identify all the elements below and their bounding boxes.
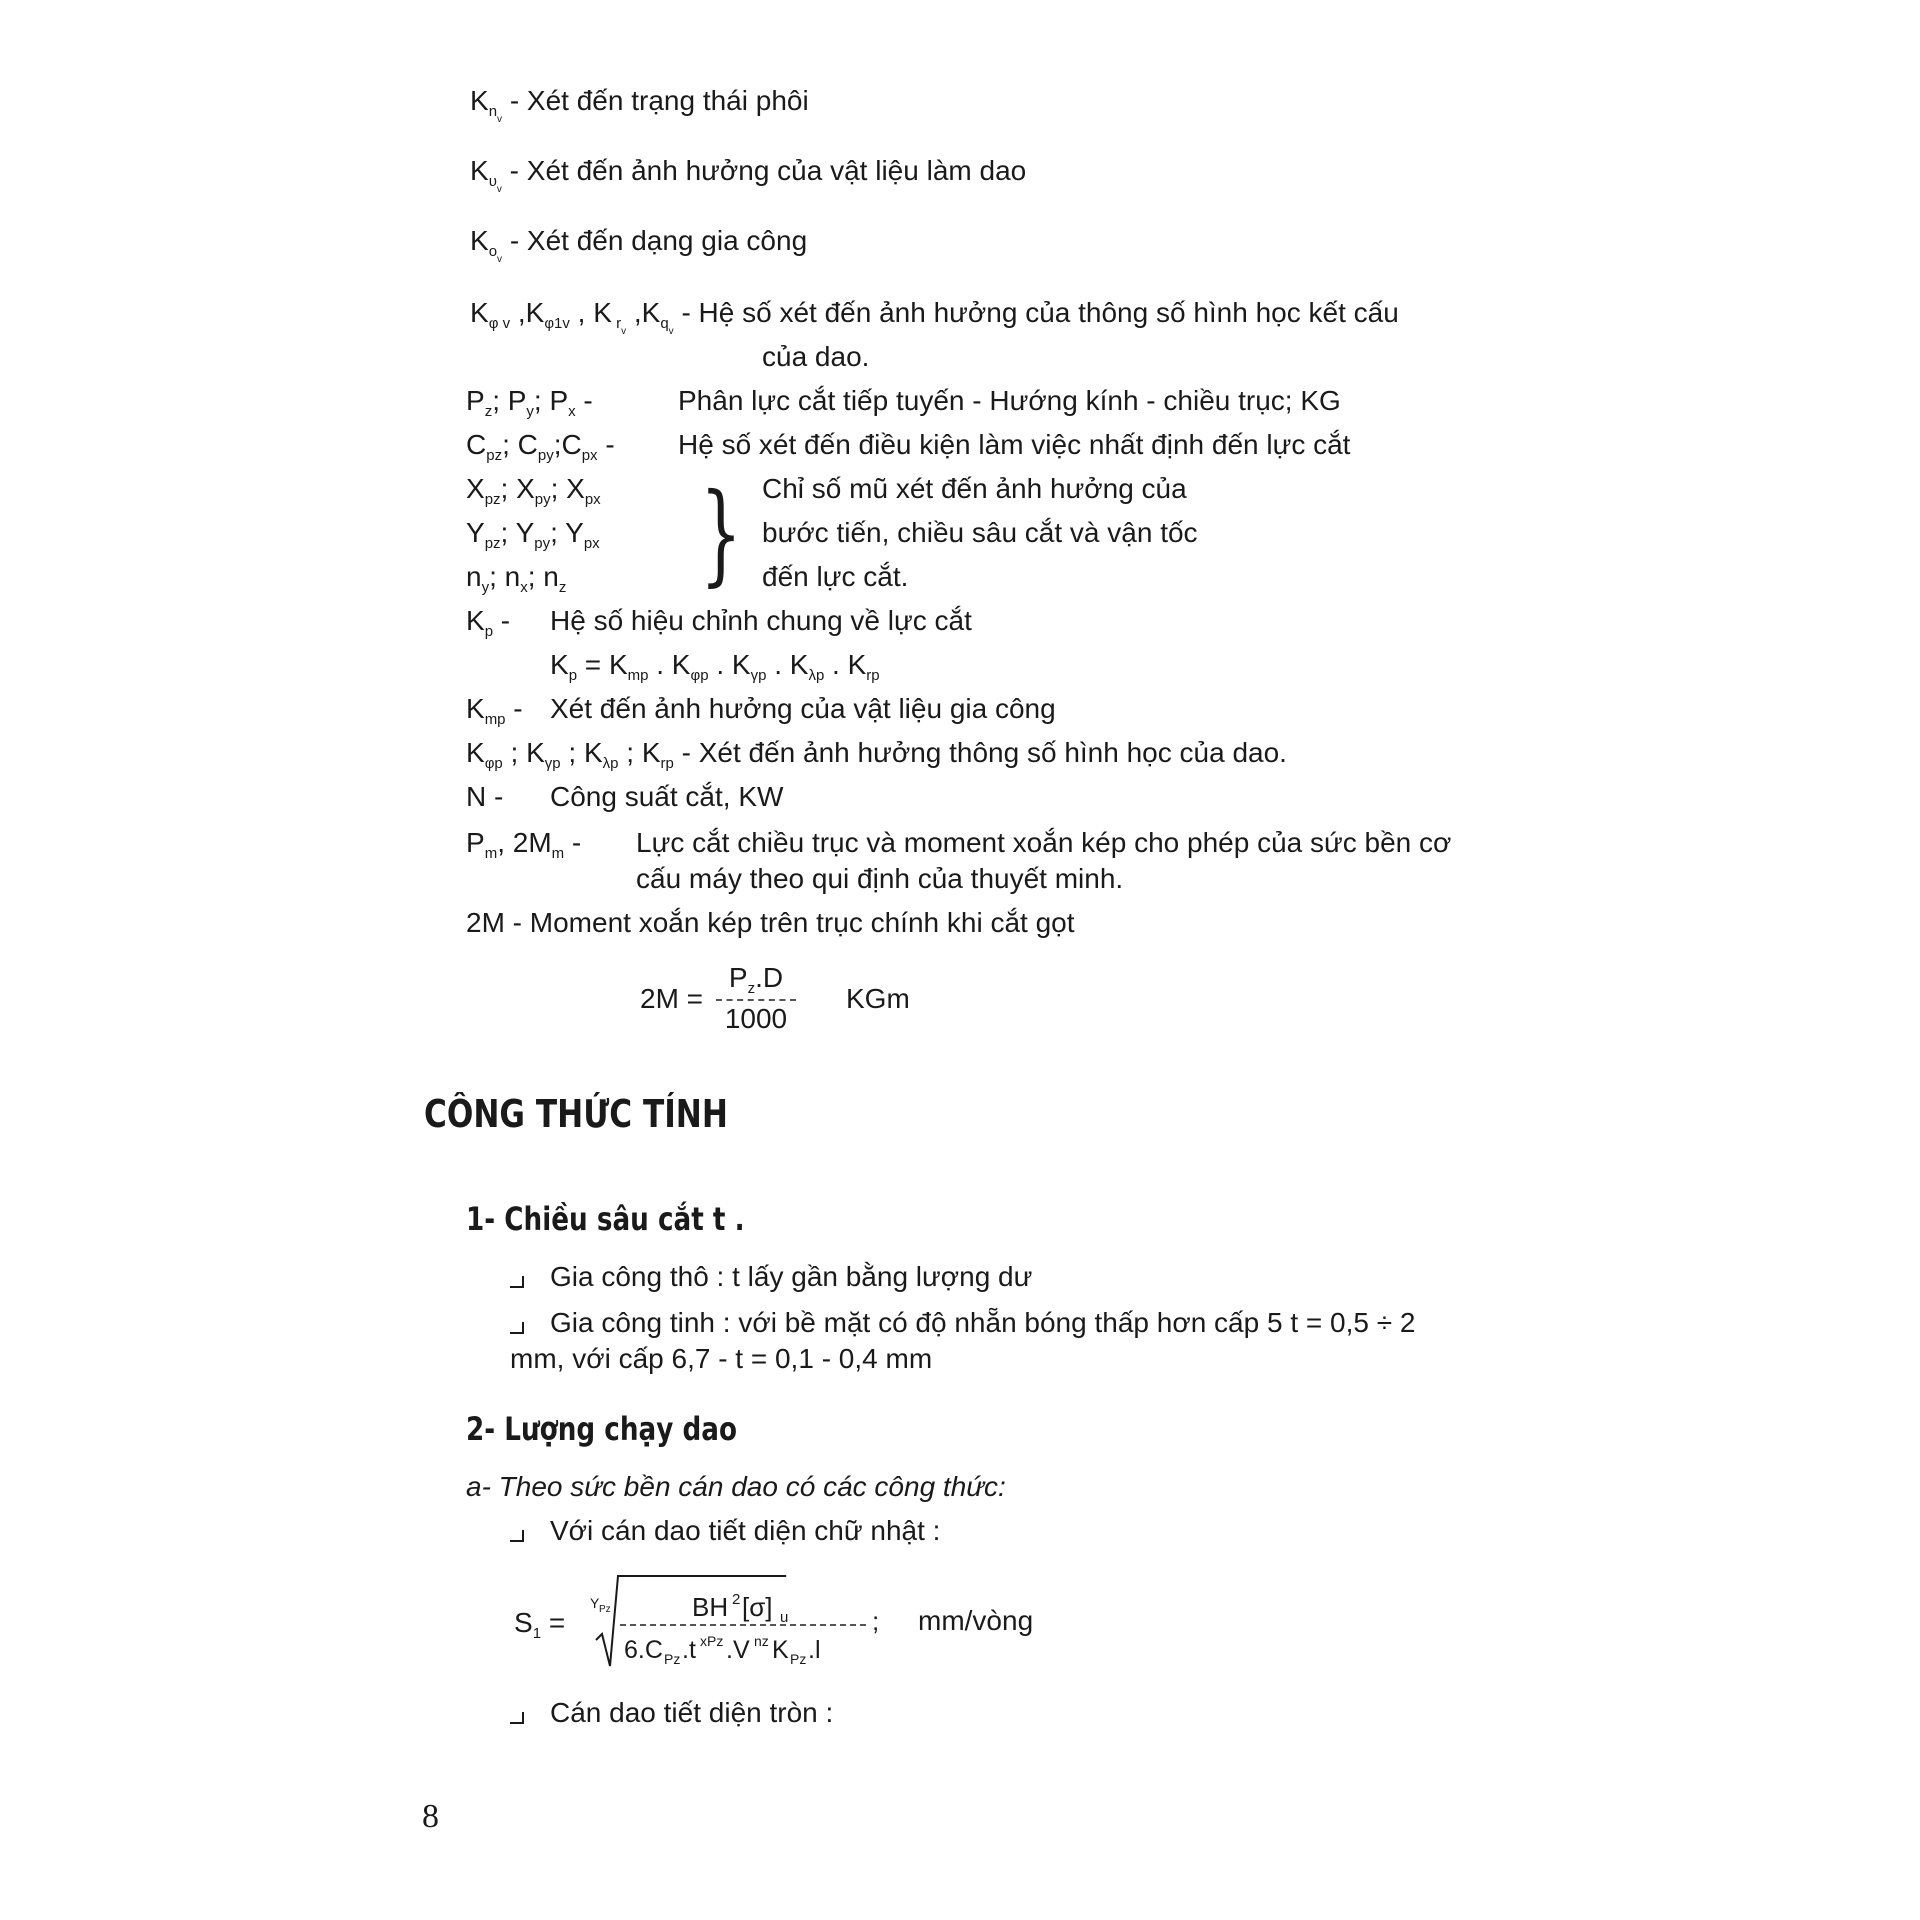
def-kgp: $K_{\varphi p}$ ; $K_{\gamma p}$ ; $K_{\lambda p}$ ; $K_{rp}$ - Xét đến ảnh hưởng thông số hình học của dao. [466, 737, 1287, 772]
bullet-icon [510, 1276, 524, 1288]
def-p-text: Phân lực cắt tiếp tuyến - Hướng kính - chiều trục; KG [678, 385, 1341, 416]
sec2-title: 2- Lượng chạy dao [466, 1410, 738, 1448]
bullet-icon [510, 1322, 524, 1334]
def-kp-text: Hệ số hiệu chỉnh chung về lực cắt [550, 605, 972, 636]
def-2m-text: 2M - Moment xoắn kép trên trục chính khi cắt gọt [466, 907, 1075, 938]
def-kgeo-text-1: - Hệ số xét đến ảnh hưởng của thông số hình học kết cấu [681, 297, 1399, 328]
svg-text:K: K [772, 1636, 789, 1664]
formula-s1-unit: mm/vòng [918, 1605, 1034, 1636]
def-n-symbols: $n_y$; $n_x$; $n_z$ [466, 561, 567, 596]
svg-text:xPz: xPz [700, 1633, 724, 1649]
def-p-symbols: $P_z$; $P_y$; $P_x$ - [466, 385, 593, 420]
def-pm-symbol: $P_m$, $2M_m$ - [466, 827, 582, 862]
def-ku-text: - Xét đến ảnh hưởng của vật liệu làm dao [509, 155, 1027, 186]
formula-s1-lhs: $S_1$ = [514, 1607, 566, 1642]
formula-2m-unit: KGm [846, 983, 910, 1014]
svg-text:.t: .t [682, 1636, 696, 1664]
sec2-sub-a: a- Theo sức bền cán dao có các công thức: [466, 1471, 1006, 1502]
def-c-symbols: $C_{pz}$; $C_{py};C_{px}$ - [466, 429, 615, 464]
sec1-title: 1- Chiều sâu cắt t . [466, 1200, 745, 1238]
svg-text:.V: .V [726, 1636, 750, 1664]
def-exp-text-1: Chỉ số mũ xét đến ảnh hưởng của [762, 473, 1187, 504]
formula-2m-denominator: 1000 [724, 1003, 788, 1034]
svg-text:2: 2 [732, 1591, 741, 1608]
sec2-item1: Với cán dao tiết diện chữ nhật : [510, 1514, 940, 1548]
svg-text:.l: .l [808, 1636, 821, 1664]
def-kn: $K_{n_v}$ - Xét đến trạng thái phôi [470, 85, 809, 125]
svg-text:;: ; [872, 1606, 880, 1636]
def-kmp-symbol: $K_{mp}$ - [466, 693, 523, 728]
bullet-icon [510, 1712, 524, 1724]
section-title: CÔNG THỨC TÍNH [424, 1092, 728, 1136]
svg-text:u: u [780, 1609, 789, 1626]
formula-s1-radical [590, 1570, 890, 1670]
def-exp-text-3: đến lực cắt. [762, 561, 909, 592]
def-kgeo-text-2: của dao. [762, 341, 870, 372]
sec1-item2: Gia công tinh : với bề mặt có độ nhẵn bóng thấp hơn cấp 5 t = 0,5 ÷ 2 [510, 1306, 1415, 1340]
formula-2m-fraction [716, 962, 796, 1035]
svg-text:BH: BH [692, 1592, 729, 1622]
svg-text:[σ]: [σ] [742, 1592, 773, 1622]
page-number: 8 [422, 1798, 439, 1835]
svg-text:Pz: Pz [664, 1651, 681, 1667]
def-kgeo: $K_{\varphi v}$ $,K_{\varphi 1v}$ , K $_{r_v}$ $,K_{q_v}$ - Hệ số xét đến ảnh hưởng của thông số hình học kết cấu [470, 297, 1399, 337]
def-n-symbol: N - [466, 781, 504, 812]
bullet-icon [510, 1530, 524, 1542]
sec2-item2: Cán dao tiết diện tròn : [510, 1696, 833, 1730]
def-ko: $K_{o_v}$ - Xét đến dạng gia công [470, 225, 808, 265]
def-ko-text: - Xét đến dạng gia công [509, 225, 808, 256]
def-kp-symbol: $K_p$ - [466, 605, 511, 640]
svg-text:Pz: Pz [599, 1604, 611, 1615]
def-kmp-text: Xét đến ảnh hưởng của vật liệu gia công [550, 693, 1056, 724]
svg-text:Y: Y [590, 1595, 600, 1611]
def-pm-text-2: cấu máy theo qui định của thuyết minh. [636, 863, 1124, 894]
def-y-symbols: $Y_{pz}$; $Y_{py}$; $Y_{px}$ [466, 517, 600, 552]
def-n-text: Công suất cắt, KW [550, 781, 784, 812]
curly-brace-icon: } [700, 469, 742, 597]
svg-text:Pz: Pz [790, 1651, 807, 1667]
def-ku: $K_{\upsilon_v}$ - Xét đến ảnh hưởng của vật liệu làm dao [470, 155, 1027, 195]
def-kn-text: - Xét đến trạng thái phôi [509, 85, 809, 116]
formula-kp: $K_p = K_{mp}$ . $K_{\varphi p}$ . $K_{\gamma p}$ . $K_{\lambda p}$ . $K_{rp}$ [550, 649, 880, 684]
def-c-text: Hệ số xét đến điều kiện làm việc nhất định đến lực cắt [678, 429, 1351, 460]
sec1-item1: Gia công thô : t lấy gần bằng lượng dư [510, 1260, 1032, 1294]
sec1-item2-cont: mm, với cấp 6,7 - t = 0,1 - 0,4 mm [510, 1343, 933, 1374]
def-pm-text-1: Lực cắt chiều trục và moment xoắn kép cho phép của sức bền cơ [636, 827, 1452, 858]
svg-text:6.C: 6.C [624, 1636, 663, 1664]
formula-2m-numerator: $P_z.D$ [728, 962, 784, 997]
def-kgp-text: - Xét đến ảnh hưởng thông số hình học của dao. [681, 737, 1287, 768]
def-exp-text-2: bước tiến, chiều sâu cắt và vận tốc [762, 517, 1198, 548]
svg-text:nz: nz [754, 1633, 769, 1649]
def-x-symbols: $X_{pz}$; $X_{py}$; $X_{px}$ [466, 473, 601, 508]
formula-2m-lhs: 2M = [640, 983, 704, 1014]
